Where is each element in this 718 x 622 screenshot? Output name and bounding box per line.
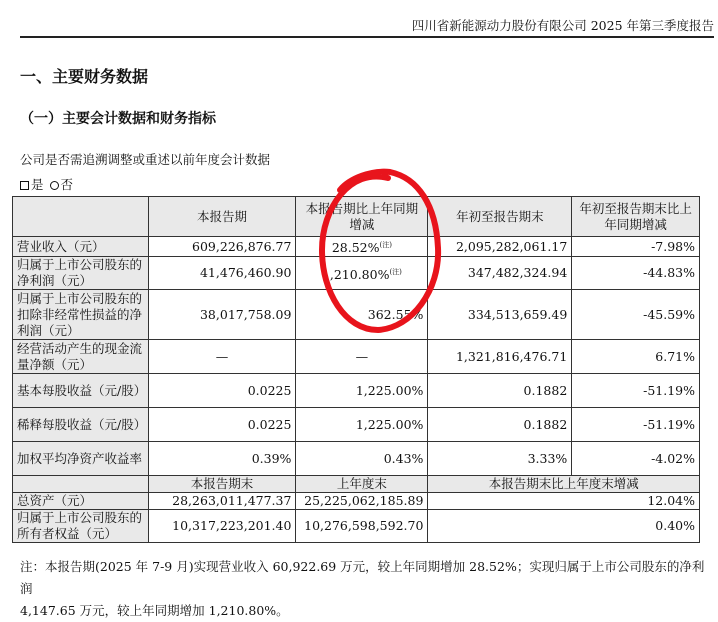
- section-title: 一、主要财务数据: [20, 67, 149, 86]
- ytd-value: 347,482,324.94: [428, 257, 572, 290]
- row-label: 经营活动产生的现金流量净额（元）: [13, 340, 149, 374]
- current-value: 0.0225: [148, 408, 296, 442]
- ytd-change-value: -45.59%: [572, 290, 700, 340]
- current-value: 609,226,876.77: [148, 237, 296, 257]
- header-cell: 上年度末: [296, 476, 428, 493]
- ytd-change-value: -51.19%: [572, 374, 700, 408]
- option-no-label: 否: [60, 177, 74, 192]
- report-header: 四川省新能源动力股份有限公司 2025 年第三季度报告: [411, 18, 714, 33]
- change-value: 362.55%: [296, 290, 428, 340]
- ytd-change-value: -4.02%: [572, 442, 700, 476]
- current-value: 38,017,758.09: [148, 290, 296, 340]
- row-label: 加权平均净资产收益率: [13, 442, 149, 476]
- change-value: —: [296, 340, 428, 374]
- section-subtitle: （一）主要会计数据和财务指标: [20, 111, 216, 127]
- current-value: —: [148, 340, 296, 374]
- row-label: 稀释每股收益（元/股）: [13, 408, 149, 442]
- row-label: 基本每股收益（元/股）: [13, 374, 149, 408]
- change-value: 12.04%: [428, 493, 700, 510]
- change-value: 1,225.00%: [296, 408, 428, 442]
- ytd-value: 3.33%: [428, 442, 572, 476]
- row-label: 归属于上市公司股东的净利润（元）: [13, 257, 149, 290]
- prior-value: 25,225,062,185.89: [296, 493, 428, 510]
- current-value: 10,317,223,201.40: [148, 510, 296, 543]
- header-cell: 本报告期末比上年度末增减: [428, 476, 700, 493]
- ytd-value: 334,513,659.49: [428, 290, 572, 340]
- ytd-change-value: -51.19%: [572, 408, 700, 442]
- footnote-line-1: 注：本报告期(2025 年 7-9 月)实现营业收入 60,922.69 万元，较上年同期增加 28.52%；实现归属于上市公司股东的净利润: [20, 559, 705, 596]
- row-label: 营业收入（元）: [13, 237, 149, 257]
- current-value: 0.0225: [148, 374, 296, 408]
- row-label: 总资产（元）: [13, 493, 149, 510]
- header-cell: 年初至报告期末比上年同期增减: [572, 197, 700, 237]
- restatement-question: 公司是否需追溯调整或重述以前年度会计数据: [20, 152, 271, 167]
- ytd-change-value: -7.98%: [572, 237, 700, 257]
- ytd-value: 1,321,816,476.71: [428, 340, 572, 374]
- ytd-value: 0.1882: [428, 408, 572, 442]
- prior-value: 10,276,598,592.70: [296, 510, 428, 543]
- hand-drawn-circle: [322, 172, 438, 330]
- footnote-line-2: 4,147.65 万元，较上年同期增加 1,210.80%。: [20, 603, 289, 618]
- change-value: 0.43%: [296, 442, 428, 476]
- header-cell: 本报告期末: [148, 476, 296, 493]
- current-value: 28,263,011,477.37: [148, 493, 296, 510]
- change-value: 28.52%$^{(注)}$: [296, 237, 428, 257]
- change-value: 1,210.80%$^{(注)}$: [296, 257, 428, 290]
- change-value: 1,225.00%: [296, 374, 428, 408]
- ytd-change-value: -44.83%: [572, 257, 700, 290]
- header-cell: 本报告期比上年同期增减: [296, 197, 428, 237]
- ytd-value: 2,095,282,061.17: [428, 237, 572, 257]
- row-label: 归属于上市公司股东的扣除非经常性损益的净利润（元）: [13, 290, 149, 340]
- option-yes-label: 是: [31, 177, 44, 192]
- current-value: 0.39%: [148, 442, 296, 476]
- header-cell: 本报告期: [148, 197, 296, 237]
- ytd-value: 0.1882: [428, 374, 572, 408]
- header-cell: 年初至报告期末: [428, 197, 572, 237]
- current-value: 41,476,460.90: [148, 257, 296, 290]
- change-value: 0.40%: [428, 510, 700, 543]
- row-label: 归属于上市公司股东的所有者权益（元）: [13, 510, 149, 543]
- ytd-change-value: 6.71%: [572, 340, 700, 374]
